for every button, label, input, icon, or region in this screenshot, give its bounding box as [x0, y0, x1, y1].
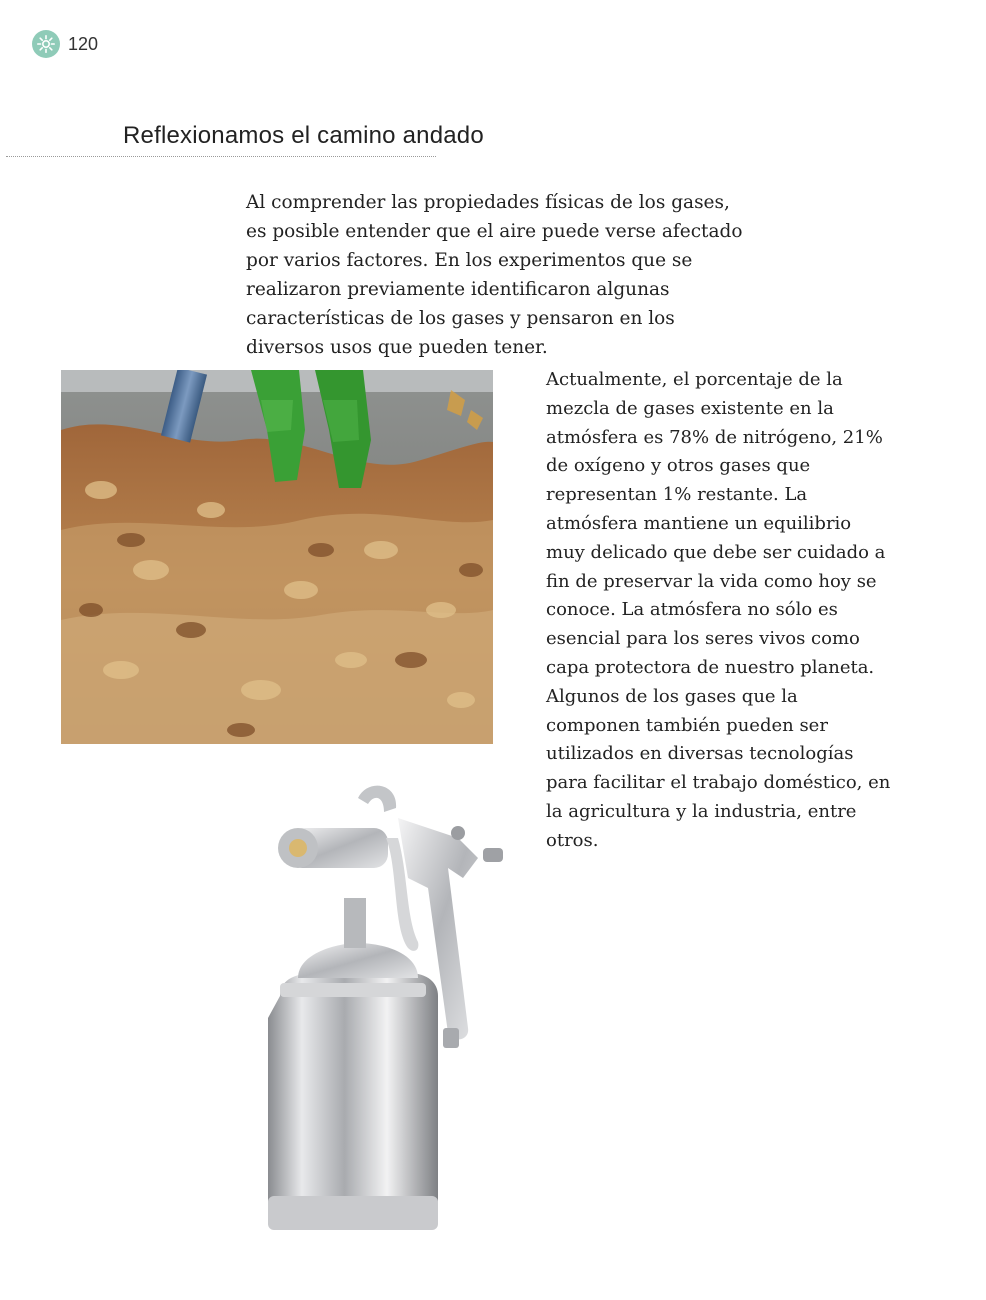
- gear-icon: [36, 34, 56, 54]
- leaf-blower-photo: [61, 370, 493, 744]
- title-divider: [6, 156, 436, 157]
- intro-paragraph: Al comprender las propiedades físicas de los gases, es posible entender que el aire puede verse afectado por varios factores. En los experimentos que se realizaron previamente identificaron algunas características de los gases y pensaron en los diversos usos que pueden tener.: [246, 192, 743, 358]
- page-badge: [32, 30, 60, 58]
- page-header: [32, 30, 98, 58]
- body-paragraph: Actualmente, el porcentaje de la mezcla de gases existente en la atmósfera es 78% de nitrógeno, 21% de oxígeno y otros gases que representan 1% restante. La atmósfera mantiene un equilibrio muy delicado que debe ser cuidado a fin de preservar la vida como hoy se conoce. La atmósfera no sólo es esencial para los seres vivos como capa protectora de nuestro planeta. Algunos de los gases que la componen también pueden ser utilizados en diversas tecnologías para facilitar el trabajo doméstico, en la agricultura y la industria, entre otros.: [546, 369, 891, 851]
- section-title: Reflexionamos el camino andado: [123, 122, 484, 149]
- spray-gun-photo: [258, 778, 514, 1242]
- page-number: 120: [68, 33, 99, 54]
